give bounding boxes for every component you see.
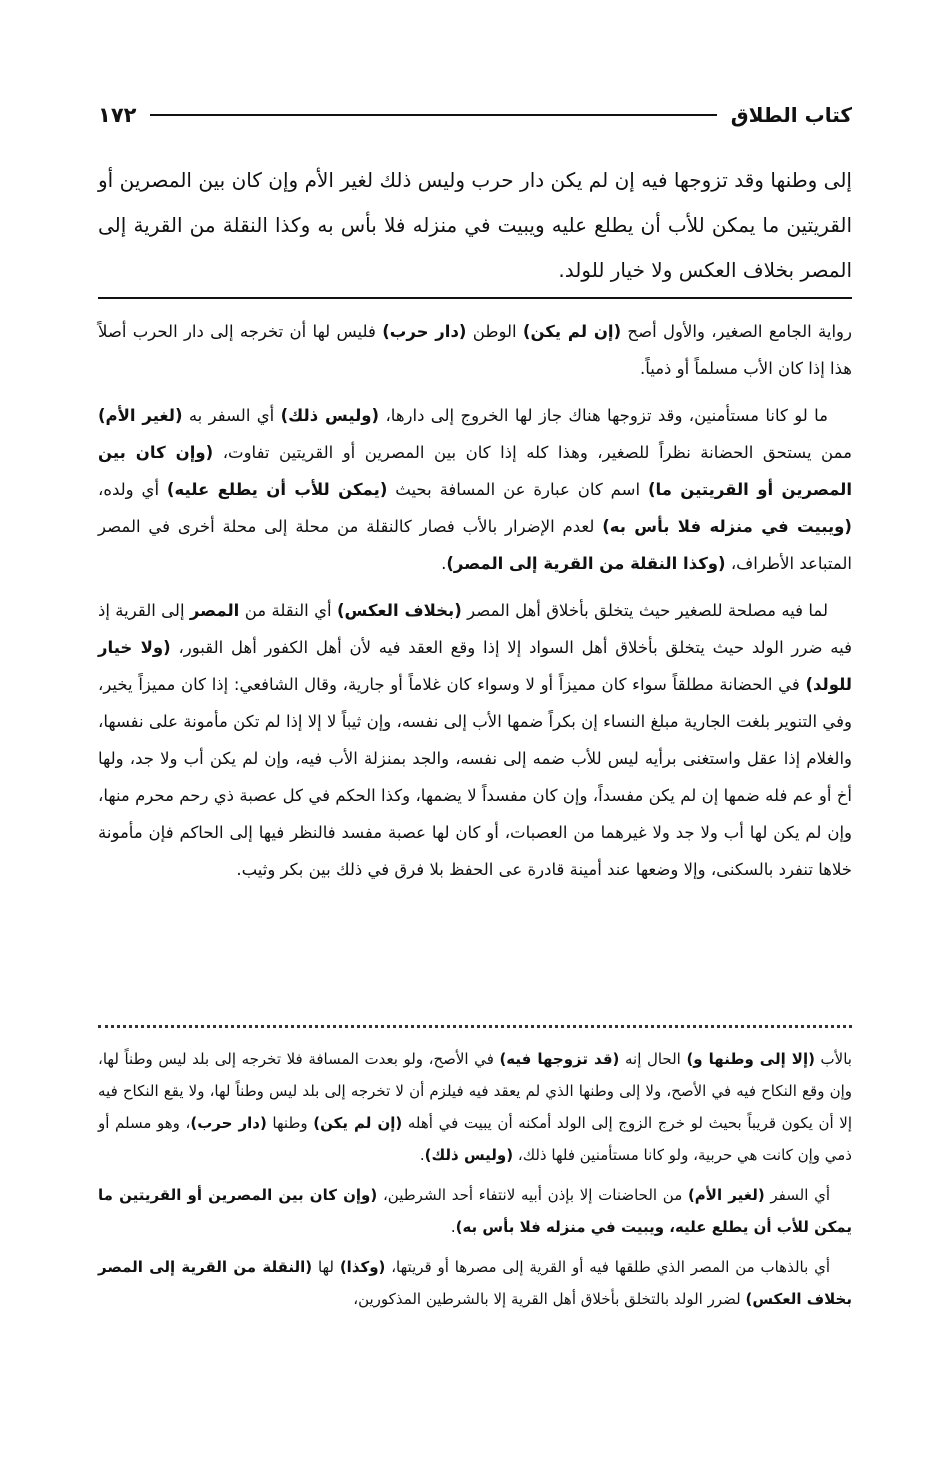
commentary-section-1 <box>98 313 852 898</box>
bold-matn-text: (لغير الأم) <box>687 1186 765 1204</box>
dotted-separator <box>98 1025 852 1028</box>
bold-matn-text: (وليس ذلك) <box>424 1146 514 1164</box>
book-title: كتاب الطلاق <box>730 103 852 127</box>
commentary-text: في الحضانة مطلقاً سواء كان مميزاً أو لا وسواء كان غلاماً أو جارية، وقال الشافعي: إذا كان مميزاً يخير، وفي التنوير بلغت الجارية مبلغ النساء إن بكراً ضمها الأب إلى نفسه، وإن ثيباً لا إلا إذا لم تكن مأمونة على نفسها، والغلام إذا عقل واستغنى برأيه ليس للأب ضمه إلى نفسه، والجد بمنزلة الأب فيه، وإن لم يكن أب ولا جد، ولها أخ أو عم فله ضمها إن لم يكن مفسداً، وإن كان مفسداً لا يضمها، وكذا الحكم في كل عصبة ذي رحم محرم منها، وإن لم يكن لها أب ولا جد ولا غيرهما من العصبات، أو كان لها عصبة مفسد فالنظر فيها إلى الحاكم فإن مأمونة خلاها تنفرد بالسكنى، وإلا وضعها عند أمينة قادرة عى الحفظ بلا فرق في ذلك بين بكر وثيب. <box>98 675 852 879</box>
commentary-text: . <box>450 1218 456 1236</box>
commentary-text: من الحاضنات إلا بإذن أبيه لانتفاء أحد الشرطين، <box>377 1186 688 1204</box>
commentary-text: . <box>419 1146 425 1164</box>
page-number: ١٧٢ <box>98 103 137 127</box>
bold-matn-text: (ويبيت في منزله فلا بأس به) <box>602 517 852 536</box>
commentary-text: الوطن <box>466 322 523 341</box>
commentary-text: أي النقلة من <box>239 601 337 620</box>
bold-matn-text: (دار حرب) <box>190 1114 267 1132</box>
commentary-text: أي ولده، <box>98 480 167 499</box>
commentary-text: ما لو كانا مستأمنين، وقد تزوجها هناك جاز لها الخروج إلى دارها، <box>379 406 828 425</box>
commentary-text: اسم كان عبارة عن المسافة بحيث <box>387 480 648 499</box>
commentary-2-paragraph <box>98 1043 852 1171</box>
commentary-text: لما فيه مصلحة للصغير حيث يتخلق بأخلاق أهل المصر <box>461 601 828 620</box>
commentary-section-2 <box>98 1043 852 1323</box>
bold-matn-text: (وكذا) <box>339 1258 386 1276</box>
bold-matn-text: (إلا إلى وطنها و) <box>686 1050 815 1068</box>
bold-matn-text: (وكذا النقلة من القرية إلى المصر) <box>446 554 726 573</box>
commentary-text: ممن يستحق الحضانة نظراً للصغير، وهذا كله إذا كان بين المصرين أو القريتين تفاوت، <box>213 443 852 462</box>
commentary-1-paragraph <box>98 397 852 582</box>
bold-matn-text: (ولا خيار للولد) <box>98 638 852 694</box>
commentary-text: . <box>441 554 447 573</box>
commentary-text: ، وهو مسلم أو ذمي وإن كانت هي حربية، ولو كانا مستأمنين فلها ذلك، <box>98 1114 852 1164</box>
bold-matn-text: المصر <box>189 601 240 620</box>
commentary-1-paragraph <box>98 592 852 888</box>
separator-line <box>98 297 852 299</box>
commentary-1-paragraph <box>98 313 852 387</box>
commentary-text: إلى القرية إذ فيه ضرر الولد حيث يتخلق بأخلاق أهل السواد إلا إذا وقع العقد فيه لأن أهل الكفور أهل القبور، <box>98 601 852 657</box>
bold-matn-text: (لغير الأم) <box>98 406 183 425</box>
bold-matn-text: (النقلة من القرية إلى المصر بخلاف العكس) <box>98 1258 852 1308</box>
bold-matn-text: (وإن كان بين المصرين أو القريتين ما يمكن للأب أن يطلع عليه، ويبيت في منزله فلا بأس به) <box>98 1186 852 1236</box>
bold-matn-text: (إن لم يكن) <box>522 322 622 341</box>
commentary-text: لها <box>312 1258 340 1276</box>
header-rule <box>150 114 716 116</box>
bold-matn-text: (دار حرب) <box>382 322 467 341</box>
commentary-text: رواية الجامع الصغير، والأول أصح <box>621 322 852 341</box>
main-paragraph: إلى وطنها وقد تزوجها فيه إن لم يكن دار حرب وليس ذلك لغير الأم وإن كان بين المصرين أو القريتين ما يمكن للأب أن يطلع عليه ويبيت في منزله فلا بأس به وكذا النقلة من القرية إلى المصر بخلاف العكس ولا خيار للولد. <box>98 168 852 282</box>
bold-matn-text: (إن لم يكن) <box>313 1114 403 1132</box>
commentary-text: في الأصح، ولو بعدت المسافة فلا تخرجه إلى بلد ليس وطناً لها، وإن وقع النكاح فيه في الأصح، ولا إلى وطنها الذي لم يعقد فيه فيلزم أن لا تخرجه إلى بلد ليس وطناً لها، ولا يقع النكاح فيه إلا أن يكون قريباً بحيث لو خرج الزوج إلى الولد أمكنه أن يبيت في أهله <box>98 1050 852 1132</box>
commentary-text: لعدم الإضرار بالأب فصار كالنقلة من محلة إلى محلة أخرى في المصر المتباعد الأطراف، <box>98 517 852 573</box>
commentary-text: وطنها <box>266 1114 314 1132</box>
commentary-text: فليس لها أن تخرجه إلى دار الحرب أصلاً هذا إذا كان الأب مسلماً أو ذمياً. <box>98 322 852 378</box>
commentary-text: أي السفر به <box>182 406 281 425</box>
bold-matn-text: (يمكن للأب أن يطلع عليه) <box>166 480 388 499</box>
bold-matn-text: (وإن كان بين المصرين أو القريتين ما) <box>98 443 852 499</box>
bold-matn-text: (بخلاف العكس) <box>336 601 462 620</box>
commentary-text: لضرر الولد بالتخلق بأخلاق أهل القرية إلا بالشرطين المذكورين، <box>353 1290 746 1308</box>
commentary-text: أي بالذهاب من المصر الذي طلقها فيه أو القرية إلى مصرها أو قريتها، <box>385 1258 831 1276</box>
page-header <box>98 98 852 132</box>
commentary-text: أي السفر <box>764 1186 830 1204</box>
commentary-text: بالأب <box>814 1050 852 1068</box>
bold-matn-text: (وليس ذلك) <box>280 406 380 425</box>
bold-matn-text: (قد تزوجها فيه) <box>499 1050 620 1068</box>
commentary-2-paragraph <box>98 1251 852 1315</box>
main-text <box>98 158 852 293</box>
commentary-text: الحال إنه <box>619 1050 687 1068</box>
commentary-2-paragraph <box>98 1179 852 1243</box>
